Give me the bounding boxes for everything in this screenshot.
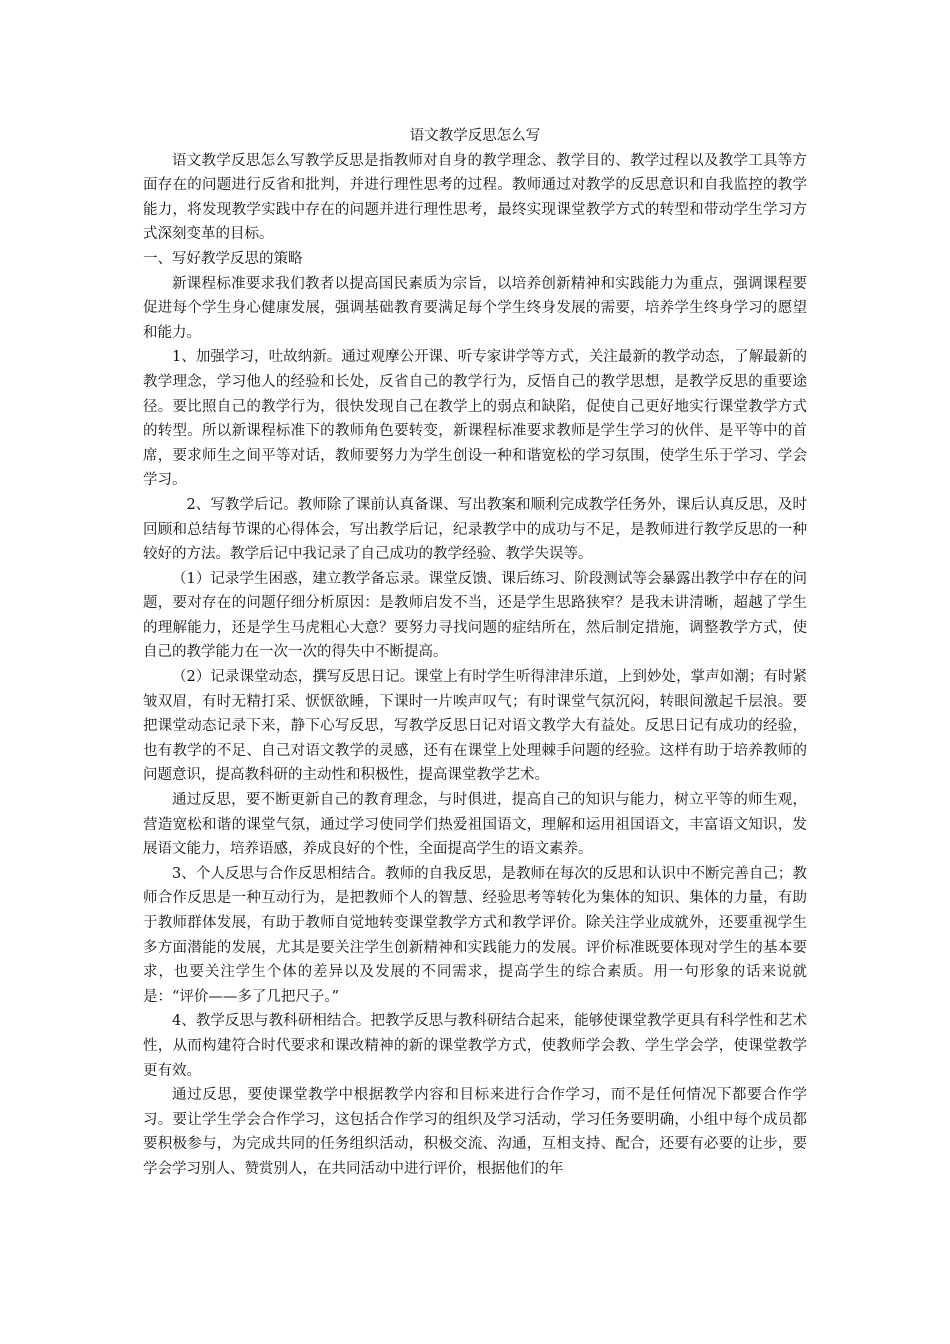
document-title: 语文教学反思怎么写 bbox=[409, 128, 541, 144]
body-paragraph: 通过反思，要使课堂教学中根据教学内容和目标来进行合作学习，而不是任何情况下都要合作学习。要让学生学会合作学习，这包括合作学习的组织及学习活动，学习任务要明确，小组中每个成员都要积极参与，为完成共同的任务组织活动，积极交流、沟通，互相支持、配合，还要有必要的让步，要学会学习别人、赞赏别人，在共同活动中进行评价，根据他们的年 bbox=[143, 1087, 807, 1177]
section-heading: 一、写好教学反思的策略 bbox=[143, 250, 303, 267]
body-paragraph: 通过反思，要不断更新自己的教育理念，与时俱进，提高自己的知识与能力，树立平等的师生观，营造宽松和谐的课堂气氛，通过学习使同学们热爱祖国语文，理解和运用祖国语文，丰富语文知识，发展语文能力，培养语感，养成良好的个性，全面提高学生的语文素养。 bbox=[143, 792, 807, 858]
body-paragraph: 新课程标准要求我们教者以提高国民素质为宗旨，以培养创新精神和实践能力为重点，强调课程要促进每个学生身心健康发展，强调基础教育要满足每个学生终身发展的需要，培养学生终身学习的愿望和能力。 bbox=[143, 275, 807, 341]
body-paragraph: 1、加强学习，吐故纳新。通过观摩公开课、听专家讲学等方式，关注最新的教学动态，了解最新的教学理念，学习他人的经验和长处，反省自己的教学行为，反悟自己的教学思想，是教学反思的重要途径。要比照自己的教学行为，很快发现自己在教学上的弱点和缺陷，促使自己更好地实行课堂教学方式的转型。所以新课程标准下的教师角色要转变，新课程标准要求教师是学生学习的伙伴、是平等中的首席，要求师生之间平等对话，教师要努力为学生创设一种和谐宽松的学习氛围，使学生乐于学习、学会学习。 bbox=[143, 349, 807, 489]
document-page bbox=[143, 124, 807, 1182]
intro-paragraph: 语文教学反思怎么写教学反思是指教师对自身的教学理念、教学目的、教学过程以及教学工具等方面存在的问题进行反省和批判，并进行理性思考的过程。教师通过对教学的反思意识和自我监控的教学能力，将发现教学实践中存在的问题并进行理性思考，最终实现课堂教学方式的转型和带动学生学习方式深刻变革的目标。 bbox=[143, 152, 807, 243]
body-paragraph: 2、写教学后记。教师除了课前认真备课、写出教案和顺利完成教学任务外，课后认真反思，及时回顾和总结每节课的心得体会，写出教学后记，纪录教学中的成功与不足，是教师进行教学反思的一种较好的方法。教学后记中我记录了自己成功的教学经验、教学失误等。 bbox=[143, 496, 807, 563]
body-paragraph: 3、个人反思与合作反思相结合。教师的自我反思，是教师在每次的反思和认识中不断完善自己；教师合作反思是一种互动行为，是把教师个人的智慧、经验思考等转化为集体的知识、集体的力量，有助于教师群体发展，有助于教师自觉地转变课堂教学方式和教学评价。除关注学业成就外，还要重视学生多方面潜能的发展，尤其是要关注学生创新精神和实践能力的发展。评价标准既要体现对学生的基本要求，也要关注学生个体的差异以及发展的不同需求，提高学生的综合素质。用一句形象的话来说就是：“评价——多了几把尺子。” bbox=[143, 865, 807, 1005]
body-paragraph: （1）记录学生困惑，建立教学备忘录。课堂反馈、课后练习、阶段测试等会暴露出教学中存在的问题，要对存在的问题仔细分析原因：是教师启发不当，还是学生思路狭窄？是我未讲清晰，超越了学生的理解能力，还是学生马虎粗心大意？要努力寻找问题的症结所在，然后制定措施，调整教学方式，使自己的教学能力在一次一次的得失中不断提高。 bbox=[143, 570, 807, 661]
body-paragraph: 4、教学反思与教科研相结合。把教学反思与教科研结合起来，能够使课堂教学更具有科学性和艺术性，从而构建符合时代要求和课改精神的新的课堂教学方式，使教师学会教、学生学会学，使课堂教学更有效。 bbox=[143, 1013, 807, 1079]
body-paragraph: （2）记录课堂动态，撰写反思日记。课堂上有时学生听得津津乐道，上到妙处，掌声如潮；有时紧皱双眉，有时无精打采、恹恹欲睡，下课时一片唉声叹气；有时课堂气氛沉闷，转眼间激起千层浪。要把课堂动态记录下来，静下心写反思，写教学反思日记对语文教学大有益处。反思日记有成功的经验，也有教学的不足、自己对语文教学的灵感，还有在课堂上处理棘手问题的经验。这样有助于培养教师的问题意识，提高教科研的主动性和积极性，提高课堂教学艺术。 bbox=[143, 669, 807, 784]
